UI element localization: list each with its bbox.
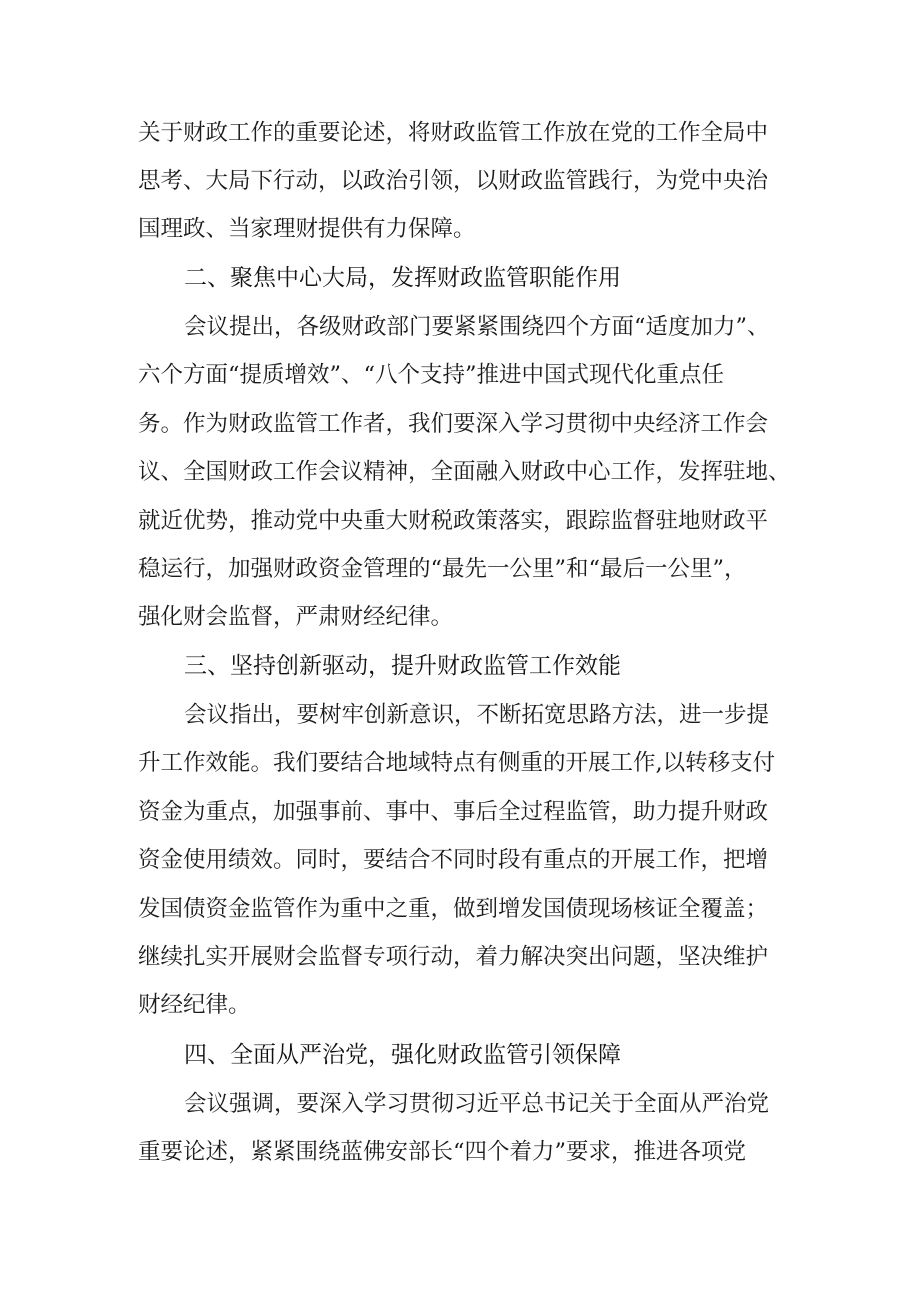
- paragraph-line: 继续扎实开展财会监督专项行动，着力解决突出问题，坚决维护: [138, 944, 769, 970]
- paragraph-line: 财经纪律。: [138, 992, 251, 1018]
- paragraph-line: 会议指出，要树牢创新意识，不断拓宽思路方法，进一步提: [184, 702, 770, 728]
- paragraph-line: 议、全国财政工作会议精神，全面融入财政中心工作，发挥驻地、: [138, 459, 791, 485]
- paragraph-line: 思考、大局下行动，以政治引领，以财政监管践行，为党中央治: [138, 168, 769, 194]
- paragraph-line: 重要论述，紧紧围绕蓝佛安部长“四个着力”要求，推进各项党: [138, 1139, 747, 1165]
- paragraph-line: 六个方面“提质增效”、“八个支持”推进中国式现代化重点任: [138, 362, 725, 388]
- section-heading: 二、聚焦中心大局，发挥财政监管职能作用: [184, 265, 621, 291]
- paragraph-line: 国理政、当家理财提供有力保障。: [138, 216, 476, 242]
- paragraph-line: 发国债资金监管作为重中之重，做到增发国债现场核证全覆盖；: [138, 896, 769, 922]
- paragraph-line: 关于财政工作的重要论述，将财政监管工作放在党的工作全局中: [138, 120, 769, 146]
- paragraph-line: 务。作为财政监管工作者，我们要深入学习贯彻中央经济工作会: [138, 411, 769, 437]
- paragraph-line: 升工作效能。我们要结合地域特点有侧重的开展工作,以转移支付: [138, 750, 776, 776]
- section-heading: 四、全面从严治党，强化财政监管引领保障: [184, 1042, 621, 1068]
- paragraph-line: 稳运行，加强财政资金管理的“最先一公里”和“最后一公里”，: [138, 556, 747, 582]
- paragraph-line: 资金使用绩效。同时，要结合不同时段有重点的开展工作，把增: [138, 847, 769, 873]
- paragraph-line: 会议强调，要深入学习贯彻习近平总书记关于全面从严治党: [184, 1091, 770, 1117]
- section-heading: 三、坚持创新驱动，提升财政监管工作效能: [184, 653, 621, 679]
- paragraph-line: 会议提出，各级财政部门要紧紧围绕四个方面“适度加力”、: [184, 314, 770, 340]
- paragraph-line: 资金为重点，加强事前、事中、事后全过程监管，助力提升财政: [138, 799, 769, 825]
- paragraph-line: 强化财会监督，严肃财经纪律。: [138, 604, 454, 630]
- paragraph-line: 就近优势，推动党中央重大财税政策落实，跟踪监督驻地财政平: [138, 508, 769, 534]
